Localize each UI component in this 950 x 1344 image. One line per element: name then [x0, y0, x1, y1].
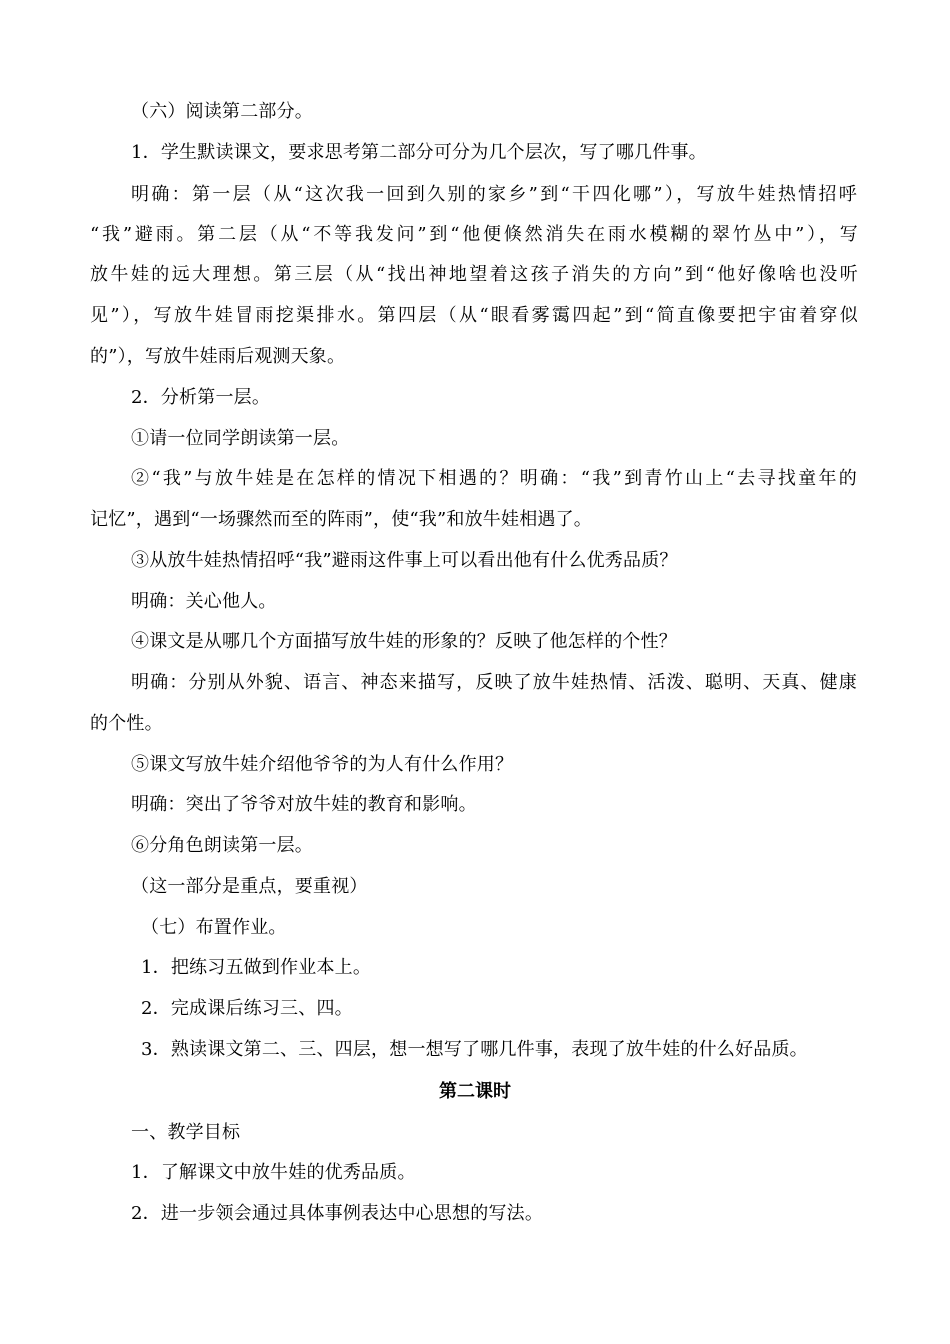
text-line: 1．把练习五做到作业本上。 — [141, 957, 372, 978]
text-line: 的”），写放牛娃雨后观测天象。 — [90, 346, 346, 367]
text-line: 放牛娃的远大理想。第三层（从“找出神地望着这孩子消失的方向”到“他好像啥也没听 — [90, 264, 858, 285]
text-line: 明确：第一层（从“这次我一回到久别的家乡”到“干四化哪”），写放牛娃热情招呼 — [131, 184, 857, 205]
text-line: 2．完成课后练习三、四。 — [141, 998, 353, 1019]
text-line: ⑥分角色朗读第一层。 — [131, 835, 313, 856]
section-title: 第二课时 — [439, 1081, 511, 1102]
text-line: 1．学生默读课文，要求思考第二部分可分为几个层次，写了哪几件事。 — [131, 142, 707, 163]
text-line: ④课文是从哪几个方面描写放牛娃的形象的？反映了他怎样的个性？ — [131, 631, 677, 652]
text-line: 见”），写放牛娃冒雨挖渠排水。第四层（从“眼看雾霭四起”到“简直像要把宇宙着穿似 — [90, 305, 858, 326]
text-line: ③从放牛娃热情招呼“我”避雨这件事上可以看出他有什么优秀品质？ — [131, 550, 678, 571]
text-line: 明确：突出了爷爷对放牛娃的教育和影响。 — [131, 794, 477, 815]
text-line: 2．分析第一层。 — [131, 387, 271, 408]
text-line: 1．了解课文中放牛娃的优秀品质。 — [131, 1162, 416, 1183]
text-line: 的个性。 — [90, 713, 163, 734]
text-line: “我”避雨。第二层（从“不等我发问”到“他便倏然消失在雨水模糊的翠竹丛中”），写 — [90, 224, 858, 245]
text-line: （六）阅读第二部分。 — [131, 101, 313, 122]
text-line: 明确：分别从外貌、语言、神态来描写，反映了放牛娃热情、活泼、聪明、天真、健康 — [131, 672, 857, 693]
text-line: 3．熟读课文第二、三、四层，想一想写了哪几件事，表现了放牛娃的什么好品质。 — [141, 1039, 808, 1060]
text-line: ①请一位同学朗读第一层。 — [131, 428, 350, 449]
text-line: （这一部分是重点，要重视） — [131, 876, 368, 897]
text-line: ⑤课文写放牛娃介绍他爷爷的为人有什么作用？ — [131, 754, 514, 775]
text-line: 记忆”，遇到“一场骤然而至的阵雨”，使“我”和放牛娃相遇了。 — [90, 509, 593, 530]
text-line: 明确：关心他人。 — [131, 591, 277, 612]
text-line: ②“我”与放牛娃是在怎样的情况下相遇的？明确：“我”到青竹山上“去寻找童年的 — [131, 468, 857, 489]
text-line: （七）布置作业。 — [141, 917, 287, 938]
text-line: 2．进一步领会通过具体事例表达中心思想的写法。 — [131, 1203, 544, 1224]
text-line: 一、教学目标 — [131, 1122, 241, 1143]
